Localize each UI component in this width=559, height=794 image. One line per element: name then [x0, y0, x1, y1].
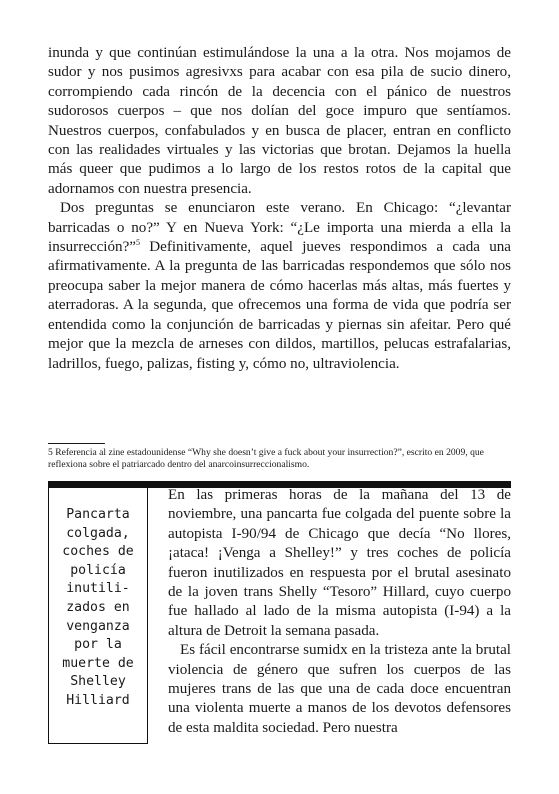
article-column — [168, 486, 511, 738]
footnote: 5 Referencia al zine estadounidense “Why she doesn’t give a fuck about your insurrection?”, escrito en 2009, que reflexiona sobre el patriarcado dentro del anarcoinsurreccionalismo. — [48, 447, 484, 471]
footnote-reference: 5 — [136, 238, 140, 248]
main-text — [48, 44, 511, 374]
main-paragraph-2-start: Dos preguntas se enunciaron este verano. En Chicago: “¿levantar barricadas o no?” Y en Nueva York: “¿Le importa una mierda a ella la insurrección?” — [48, 200, 511, 256]
footnote-divider — [48, 443, 105, 444]
main-paragraph-2-end: Definitivamente, aquel jueves respondimos a cada una afirmativamente. A la pregunta de las barricadas respondemos que sólo nos preocupa saber la mejor manera de cómo hacerlas más altas, más fuertes y aterradoras. A la segunda, que ofrecemos una forma de vida que podría ser entendida como la conjunción de barricadas y piernas sin afeitar. Pero qué mejor que la mezcla de arneses con dildos, martillos, pelucas estrafalarias, ladrillos, fuego, palizas, fisting y, cómo no, ultraviolencia. — [48, 239, 511, 372]
article-paragraph-2: Es fácil encontrarse sumidx en la tristeza ante la brutal violencia de género que sufren los cuerpos de las mujeres trans de las que una de cada doce encuentran una violenta muerte a manos de los devotos defensores de esta maldita sociedad. Pero nuestra — [168, 642, 511, 736]
main-paragraph-1: inunda y que continúan estimulándose la una a la otra. Nos mojamos de sudor y nos pusimos agresivxs para acabar con esa pila de sucio dinero, corrompiendo cada rincón de la decencia con el pánico de nuestros sudorosos cuerpos – que nos dolían del goce impuro que sentíamos. Nuestros cuerpos, confabulados y en busca de placer, entran en conflicto con las realidades virtuales y las victorias que brotan. Dejamos la huella más queer que pudimos a lo largo de los restos rotos de la capital que adornamos con nuestra presencia. — [48, 45, 511, 197]
article-paragraph-1: En las primeras horas de la mañana del 13 de noviembre, una pancarta fue colgada del puente sobre la autopista I-90/94 de Chicago que decía “No llores, ¡ataca! ¡Venga a Shelley!” y tres coches de policía fueron inutilizados en respuesta por el brutal asesinato de la joven trans Shelly “Tesoro” Hillard, cuyo cuerpo fue hallado al lado de la misma autopista (I-94) a la altura de Detroit la semana pasada. — [168, 487, 511, 639]
sidebar-caption: Pancarta colgada, coches de policía inutili- zados en venganza por la muerte de Shelley Hilliard — [62, 507, 134, 708]
sidebar-box — [48, 486, 148, 744]
main-paragraph-2 — [48, 199, 511, 374]
